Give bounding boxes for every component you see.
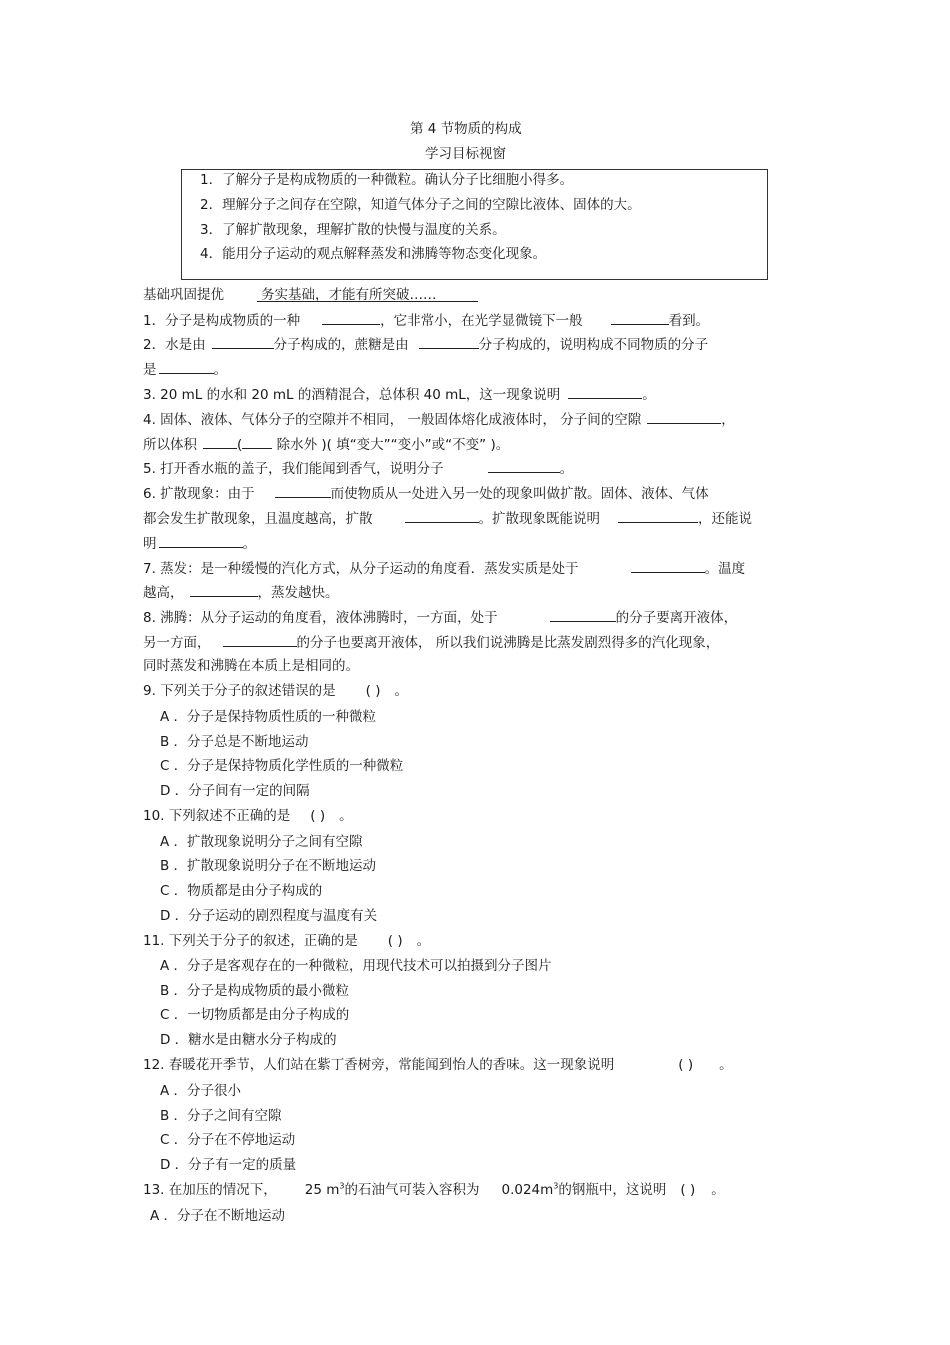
question-6-cont: 都会发生扩散现象，且温度越高，扩散 。扩散现象既能说明 ，还能说	[143, 508, 752, 528]
question-12: 12. 春暖花开季节，人们站在紫丁香树旁，常能闻到怡人的香味。这一现象说明 ( ) 。	[143, 1057, 733, 1073]
page-title: 第 4 节物质的构成	[410, 121, 522, 137]
option-b: B ．分子是构成物质的最小微粒	[160, 983, 350, 999]
option-b: B ．扩散现象说明分子在不断地运动	[160, 858, 377, 874]
question-2: 2．水是由 分子构成的，蔗糖是由 分子构成的，说明构成不同物质的分子	[143, 334, 708, 354]
question-3: 3. 20 mL 的水和 20 mL 的酒精混合，总体积 40 mL，这一现象说明 。	[143, 384, 656, 404]
question-7: 7. 蒸发：是一种缓慢的汽化方式，从分子运动的角度看．蒸发实质是处于 。温度	[143, 558, 745, 578]
question-8-cont2: 同时蒸发和沸腾在本质上是相同的。	[143, 658, 359, 674]
question-13: 13. 在加压的情况下， 25 $m^3$的石油气可装入容积为 $0.024m^3$的钢瓶中，这说明 ( ) 。	[143, 1181, 725, 1198]
option-d: D ．分子间有一定的间隔	[160, 783, 310, 799]
section-slogan: 务实基础，才能有所突破……	[261, 287, 437, 303]
goal-item: 1．了解分子是构成物质的一种微粒。确认分子比细胞小得多。	[200, 172, 574, 188]
option-a: A ．分子很小	[160, 1083, 242, 1099]
option-d: D ．分子有一定的质量	[160, 1157, 297, 1173]
option-a: A ．分子是客观存在的一种微粒，用现代技术可以拍摄到分子图片	[160, 958, 552, 974]
question-6-cont2: 明 。	[143, 533, 256, 553]
question-4-cont: 所以体积 ( 除水外 )( 填“变大”“变小”或“不变” )。	[143, 434, 509, 454]
question-6: 6. 扩散现象：由于 而使物质从一处进入另一处的现象叫做扩散。固体、液体、气体	[143, 483, 709, 503]
goal-item: 4．能用分子运动的观点解释蒸发和沸腾等物态变化现象。	[200, 246, 547, 262]
question-4: 4. 固体、液体、气体分子的空隙并不相同， 一般固体熔化成液体时， 分子间的空隙 ，	[143, 409, 735, 429]
option-a: A ．分子在不断地运动	[150, 1208, 286, 1224]
question-7-cont: 越高， ，蒸发越快。	[143, 582, 339, 602]
question-11: 11. 下列关于分子的叙述，正确的是 ( ) 。	[143, 933, 431, 949]
option-c: C ．一切物质都是由分子构成的	[160, 1007, 350, 1023]
question-8: 8. 沸腾：从分子运动的角度看，液体沸腾时，一方面，处于 的分子要离开液体，	[143, 607, 737, 627]
question-2-cont: 是 。	[143, 359, 227, 379]
slogan-underline	[257, 301, 478, 302]
question-9: 9. 下列关于分子的叙述错误的是 ( ) 。	[143, 683, 408, 699]
option-a: A ．扩散现象说明分子之间有空隙	[160, 834, 363, 850]
question-5: 5. 打开香水瓶的盖子，我们能闻到香气，说明分子 。	[143, 458, 573, 478]
question-10: 10. 下列叙述不正确的是 ( ) 。	[143, 808, 353, 824]
option-a: A ．分子是保持物质性质的一种微粒	[160, 709, 377, 725]
option-d: D ．糖水是由糖水分子构成的	[160, 1032, 337, 1048]
option-b: B ．分子之间有空隙	[160, 1108, 282, 1124]
section-label: 基础巩固提优	[143, 287, 224, 303]
page-subtitle: 学习目标视窗	[425, 146, 506, 162]
question-8-cont: 另一方面， 的分子也要离开液体， 所以我们说沸腾是比蒸发剧烈得多的汽化现象，	[143, 632, 719, 652]
option-c: C ．分子是保持物质化学性质的一种微粒	[160, 758, 404, 774]
goal-item: 3．了解扩散现象，理解扩散的快慢与温度的关系。	[200, 222, 506, 238]
option-d: D ．分子运动的剧烈程度与温度有关	[160, 908, 378, 924]
option-b: B ．分子总是不断地运动	[160, 734, 309, 750]
option-c: C ．物质都是由分子构成的	[160, 883, 323, 899]
question-1: 1．分子是构成物质的一种 ，它非常小，在光学显微镜下一般 看到。	[143, 310, 709, 330]
option-c: C ．分子在不停地运动	[160, 1132, 296, 1148]
goal-item: 2．理解分子之间存在空隙，知道气体分子之间的空隙比液体、固体的大。	[200, 197, 641, 213]
